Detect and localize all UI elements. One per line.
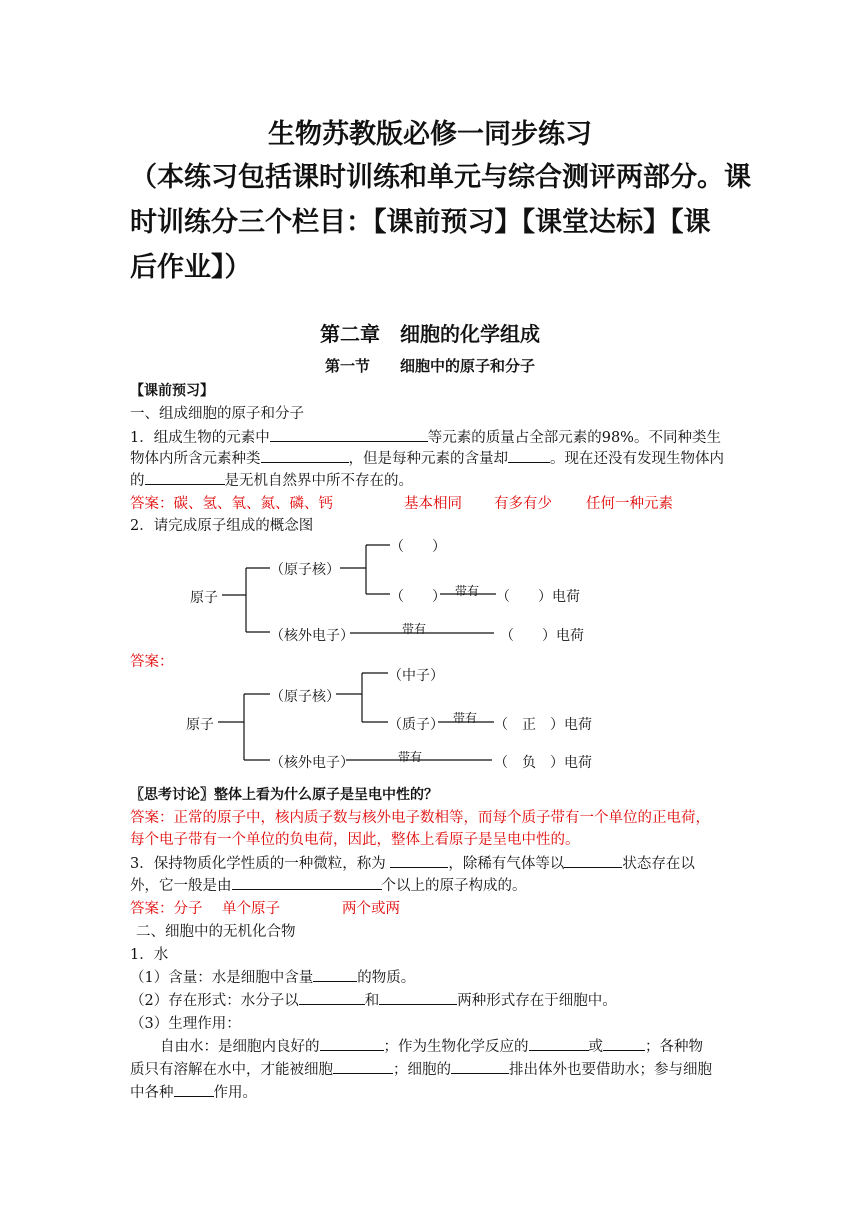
diagram1-carry-2: 带有 <box>402 622 427 636</box>
answer-2: 基本相同 <box>404 496 462 512</box>
water-form-a: （2）存在形式：水分子以 <box>130 993 299 1009</box>
think-answer-line-2: 每个电子带有一个单位的负电荷，因此，整体上看原子是呈电中性的。 <box>130 832 580 848</box>
q3-blank-3 <box>232 875 382 890</box>
diagram2-charge-1: （ 正 ）电荷 <box>494 717 592 733</box>
water-form-c: 两种形式存在于细胞中。 <box>457 993 617 1009</box>
diagram2-proton: （质子） <box>388 717 444 733</box>
q3-text-e: 个以上的原子构成的。 <box>381 878 527 894</box>
q3-blank-1 <box>390 853 448 868</box>
q3-text-b: ，除稀有气体等以 <box>448 856 565 872</box>
section-heading: 第一节 细胞中的原子和分子 <box>324 357 535 375</box>
water-heading: 1．水 <box>130 947 169 963</box>
diagram1-top-blank: （ ） <box>390 539 446 555</box>
diagram2-neutron: （中子） <box>388 668 444 684</box>
q3-text-a: 3．保持物质化学性质的一种微粒，称为 <box>130 856 386 872</box>
water-blank-2 <box>299 990 365 1005</box>
free-water-a: 自由水：是细胞内良好的 <box>160 1039 320 1055</box>
free-water-blank-3 <box>603 1036 645 1051</box>
think-question: 〖思考讨论〗整体上看为什么原子是呈电中性的？ <box>130 787 438 803</box>
diagram1-charge-2: （ ）电荷 <box>500 628 584 644</box>
q1-text-a: 1．组成生物的元素中 <box>130 430 270 446</box>
q3-answer-label: 答案： <box>130 901 174 917</box>
free-water-blank-1 <box>320 1036 384 1051</box>
diagram1-mid-blank: （ ） <box>390 589 446 605</box>
free-water-blank-2 <box>529 1036 589 1051</box>
water-content <box>130 966 415 987</box>
free-water-blank-6 <box>174 1082 214 1097</box>
diagram2-electron: （核外电子） <box>270 755 354 771</box>
subtitle-line-2: 时训练分三个栏目：【课前预习】【课堂达标】【课 <box>130 207 711 238</box>
free-water-f: ；细胞的 <box>393 1062 451 1078</box>
diagram1-carry-1: 带有 <box>455 584 480 598</box>
free-water-i: 作用。 <box>213 1085 257 1101</box>
free-water-line-2 <box>130 1058 712 1079</box>
think-answer-line-1: 答案：正常的原子中，核内质子数与核外电子数相等，而每个质子带有一个单位的正电荷， <box>130 810 710 826</box>
q2-answer-label: 答案： <box>130 654 174 670</box>
water-content-a: （1）含量：水是细胞中含量 <box>130 970 314 986</box>
q3-line-2 <box>130 874 527 895</box>
water-blank-1 <box>313 967 357 982</box>
free-water-g: 排出体外也要借助水；参与细胞 <box>509 1062 712 1078</box>
answer-label: 答案： <box>130 496 174 512</box>
free-water-e: 质只有溶解在水中，才能被细胞 <box>130 1062 333 1078</box>
q1-text-g: 是无机自然界中所不存在的。 <box>224 473 413 489</box>
diagram2-charge-2: （ 负 ）电荷 <box>494 755 592 771</box>
q3-answer-2: 单个原子 <box>222 901 280 917</box>
diagram2-nucleus: （原子核） <box>270 689 340 705</box>
q3-text-d: 外，它一般是由 <box>130 878 232 894</box>
free-water-h: 中各种 <box>130 1085 174 1101</box>
q1-text-f: 的 <box>130 473 145 489</box>
free-water-b: ；作为生物化学反应的 <box>383 1039 529 1055</box>
q1-text-d: ，但是每种元素的含量却 <box>348 451 508 467</box>
diagram1-nucleus: （原子核） <box>270 562 340 578</box>
q1-text-e: 。现在还没有发现生物体内 <box>550 451 724 467</box>
free-water-blank-5 <box>451 1059 509 1074</box>
subtitle-line-3: 后作业】） <box>130 252 252 283</box>
diagram1-charge-1: （ ）电荷 <box>496 589 580 605</box>
answer-4: 任何一种元素 <box>586 496 673 512</box>
free-water-line-3 <box>130 1081 257 1102</box>
q3-answer <box>130 897 203 918</box>
part2-heading: 二、细胞中的无机化合物 <box>136 924 296 940</box>
diagram2-carry-2: 带有 <box>398 750 423 764</box>
diagram1-electron: （核外电子） <box>270 628 354 644</box>
free-water-d: ；各种物 <box>645 1039 703 1055</box>
water-form <box>130 989 617 1010</box>
free-water-c: 或 <box>588 1039 603 1055</box>
diagram2-carry-1: 带有 <box>453 711 478 725</box>
document-title: 生物苏教版必修一同步练习 <box>268 119 592 150</box>
q2-prompt: 2．请完成原子组成的概念图 <box>130 518 314 534</box>
q3-blank-2 <box>564 853 622 868</box>
chapter-heading: 第二章 细胞的化学组成 <box>320 322 540 346</box>
answer-1: 碳、氢、氧、氮、磷、钙 <box>173 496 333 512</box>
water-content-b: 的物质。 <box>357 970 416 986</box>
q3-line-1 <box>130 852 695 873</box>
free-water-blank-4 <box>333 1059 393 1074</box>
preview-tag: 【课前预习】 <box>130 383 214 399</box>
q3-text-c: 状态存在以 <box>622 856 695 872</box>
water-blank-3 <box>379 990 457 1005</box>
diagram1-atom: 原子 <box>190 590 218 606</box>
q1-text-b: 等元素的质量占全部元素的98%。不同种类生 <box>427 430 721 446</box>
free-water-line-1 <box>160 1035 703 1056</box>
q3-answer-3: 两个或两 <box>342 901 400 917</box>
water-function-heading: （3）生理作用： <box>130 1016 241 1032</box>
answer-3: 有多有少 <box>494 496 552 512</box>
part1-heading: 一、组成细胞的原子和分子 <box>130 406 304 422</box>
q3-answer-1: 分子 <box>173 901 203 917</box>
subtitle-line-1: （本练习包括课时训练和单元与综合测评两部分。课 <box>130 162 751 193</box>
q1-text-c: 物体内所含元素种类 <box>130 451 261 467</box>
diagram2-atom: 原子 <box>186 717 214 733</box>
water-form-b: 和 <box>364 993 380 1009</box>
